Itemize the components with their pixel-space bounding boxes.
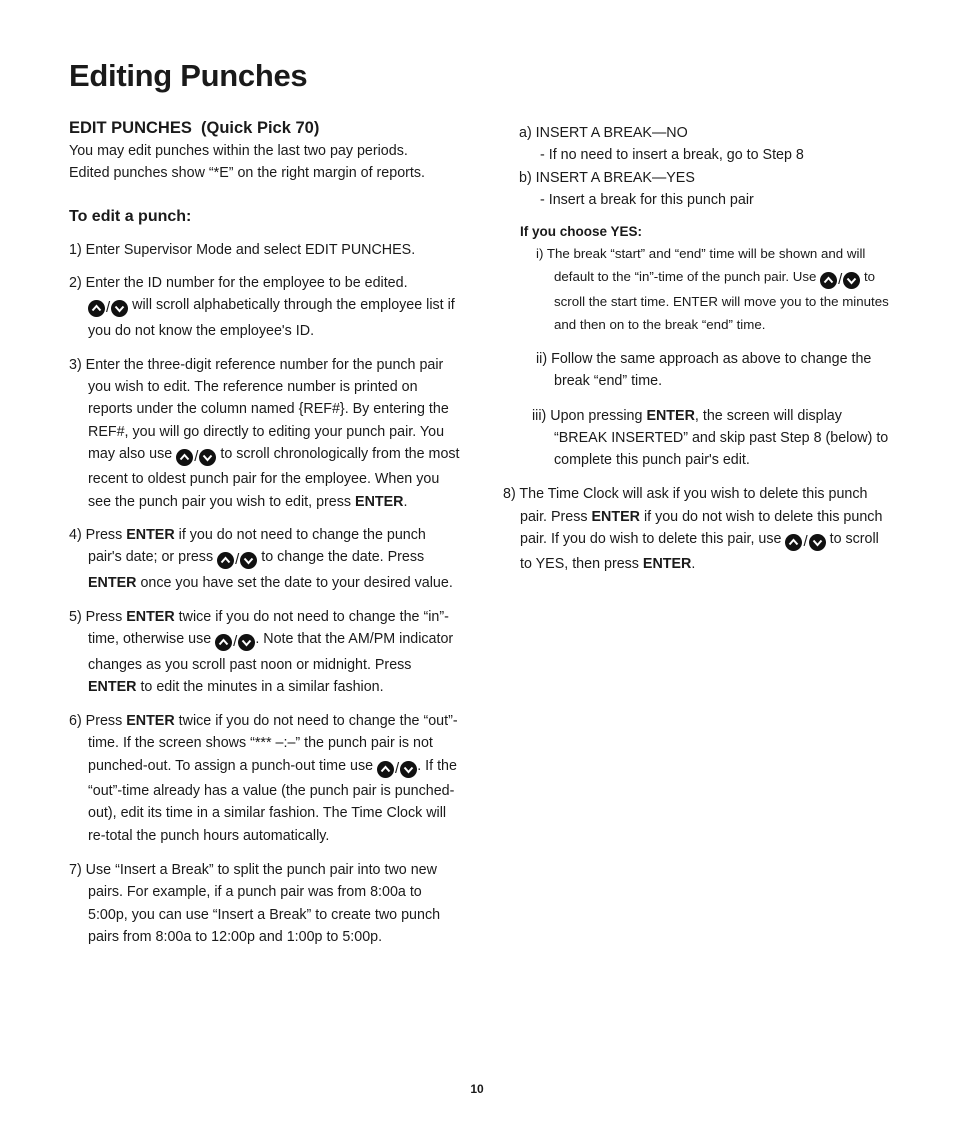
step-4-text-d: to change the date. Press — [257, 549, 425, 566]
intro-line-1: You may edit punches within the last two pay periods. — [69, 143, 408, 159]
up-down-arrow-keys — [215, 631, 255, 653]
step-4-text-c: if you do not need to change the punch pair's date; or press — [88, 526, 426, 566]
step-5-enter-1: ENTER — [126, 608, 175, 625]
arrow-separator: / — [395, 759, 400, 777]
step-8-enter-2: ENTER — [642, 556, 692, 573]
step-6-enter: ENTER — [126, 713, 175, 730]
step-3-enter: ENTER — [355, 493, 404, 510]
up-arrow-icon — [785, 534, 802, 551]
arrow-separator: / — [106, 299, 111, 317]
down-arrow-icon — [843, 272, 860, 289]
arrow-separator: / — [838, 271, 843, 289]
yes-step-iii-enter: ENTER — [646, 407, 695, 424]
option-b: b) INSERT A BREAK—YES — [519, 169, 695, 186]
up-down-arrow-keys — [785, 531, 825, 553]
step-4-enter-2: ENTER — [88, 574, 137, 591]
step-3-text-a: 3) Enter the three-digit reference number for the punch pair you wish to edit. The reference number is printed on reports under the column named {REF#}. By entering the REF#, you will go directly to editing your punch pair. You may also use — [69, 356, 449, 463]
yes-step-i — [503, 243, 893, 336]
step-5-text-c: twice if you do not need to change the “in”- time, otherwise use — [88, 608, 449, 648]
right-column — [503, 122, 893, 576]
page-title: Editing Punches — [69, 58, 308, 93]
step-5-enter-2: ENTER — [88, 678, 137, 695]
yes-step-iii-text-c: , the screen will display “BREAK INSERTED” and skip past Step 8 (below) to complete this punch pair's edit. — [554, 407, 889, 469]
sub-heading: To edit a punch: — [69, 207, 192, 225]
choose-yes-heading: If you choose YES: — [520, 224, 643, 240]
down-arrow-icon — [400, 761, 417, 778]
step-4-enter-1: ENTER — [126, 526, 175, 543]
up-down-arrow-keys — [88, 297, 128, 319]
step-2-text-b: will scroll alphabetically through the employee list if you do not know the employee's ID. — [88, 297, 455, 339]
section-heading: EDIT PUNCHES (Quick Pick 70) — [69, 119, 320, 137]
arrow-separator: / — [233, 633, 238, 651]
step-8-enter-1: ENTER — [591, 508, 640, 525]
step-6 — [69, 710, 461, 847]
yes-step-iii-text-a: iii) Upon pressing — [532, 407, 647, 424]
option-a-detail: - If no need to insert a break, go to Step 8 — [540, 147, 804, 164]
down-arrow-icon — [111, 300, 128, 317]
step-3-text-b: to scroll chronologically from the most recent to oldest punch pair for the employee. When you see the punch pair you wish to edit, press — [88, 446, 460, 510]
step-2 — [69, 272, 461, 342]
up-arrow-icon — [176, 449, 193, 466]
up-down-arrow-keys — [820, 269, 860, 292]
up-arrow-icon — [88, 300, 105, 317]
step-6-text-c: twice if you do not need to change the “out”-time. If the screen shows “*** –:–” the punch pair is not punched-out. To assign a punch-out time use — [88, 713, 458, 774]
step-4-text-f: once you have set the date to your desired value. — [136, 574, 453, 591]
up-down-arrow-keys — [377, 758, 417, 780]
page-number: 10 — [470, 1082, 484, 1096]
down-arrow-icon — [238, 634, 255, 651]
up-down-arrow-keys — [217, 549, 257, 571]
up-arrow-icon — [377, 761, 394, 778]
up-down-arrow-keys — [176, 446, 216, 468]
yes-step-ii: ii) Follow the same approach as above to change the break “end” time. — [536, 351, 872, 390]
step-4 — [69, 524, 461, 594]
arrow-separator: / — [194, 448, 199, 466]
step-3 — [69, 354, 461, 513]
intro-line-2: Edited punches show “*E” on the right margin of reports. — [69, 165, 426, 182]
step-5 — [69, 606, 461, 698]
step-3-text-d: . — [403, 493, 408, 510]
option-a: a) INSERT A BREAK—NO — [519, 125, 688, 141]
step-8-text-d: to scroll to YES, then press — [520, 531, 879, 573]
step-2-text-a: 2) Enter the ID number for the employee to be edited. — [69, 274, 408, 291]
step-4-text-a: 4) Press — [69, 526, 127, 543]
left-column — [69, 116, 461, 948]
arrow-separator: / — [803, 533, 808, 551]
step-6-text-a: 6) Press — [69, 713, 127, 730]
step-8-text-f: . — [691, 556, 696, 573]
step-5-text-a: 5) Press — [69, 608, 127, 625]
step-1: 1) Enter Supervisor Mode and select EDIT PUNCHES. — [69, 241, 416, 258]
down-arrow-icon — [809, 534, 826, 551]
option-b-detail: - Insert a break for this punch pair — [540, 191, 754, 208]
up-arrow-icon — [215, 634, 232, 651]
step-5-text-d: . Note that the AM/PM indicator changes as you scroll past noon or midnight. Press — [88, 631, 454, 673]
yes-step-iii — [503, 405, 893, 472]
step-8-text-a: 8) The Time Clock will ask if you wish to delete this punch pair. Press — [503, 486, 868, 525]
down-arrow-icon — [199, 449, 216, 466]
step-7: 7) Use “Insert a Break” to split the punch pair into two new pairs. For example, if a punch pair was from 8:00a to 5:00p, you can use “Insert a Break” to create two punch pairs from 8:00a to 12:00p and 1:00p to 5:00p. — [69, 862, 441, 945]
step-8-text-c: if you do not wish to delete this punch pair. If you do wish to delete this pair, use — [520, 508, 883, 548]
step-8 — [503, 483, 893, 575]
down-arrow-icon — [240, 552, 257, 569]
yes-step-i-text-b: to scroll the start time. ENTER will move you to the minutes and then on to the break “end” time. — [554, 268, 889, 332]
up-arrow-icon — [820, 272, 837, 289]
arrow-separator: / — [235, 551, 240, 569]
step-5-text-f: to edit the minutes in a similar fashion. — [136, 678, 384, 695]
yes-step-i-text-a: i) The break “start” and “end” time will be shown and will default to the “in”-time of the punch pair. Use — [536, 246, 866, 284]
up-arrow-icon — [217, 552, 234, 569]
step-6-text-d: . If the “out”-time already has a value (the punch pair is punched-out), edit its time in a similar fashion. The Time Clock will re-total the punch hours automatically. — [88, 757, 457, 844]
